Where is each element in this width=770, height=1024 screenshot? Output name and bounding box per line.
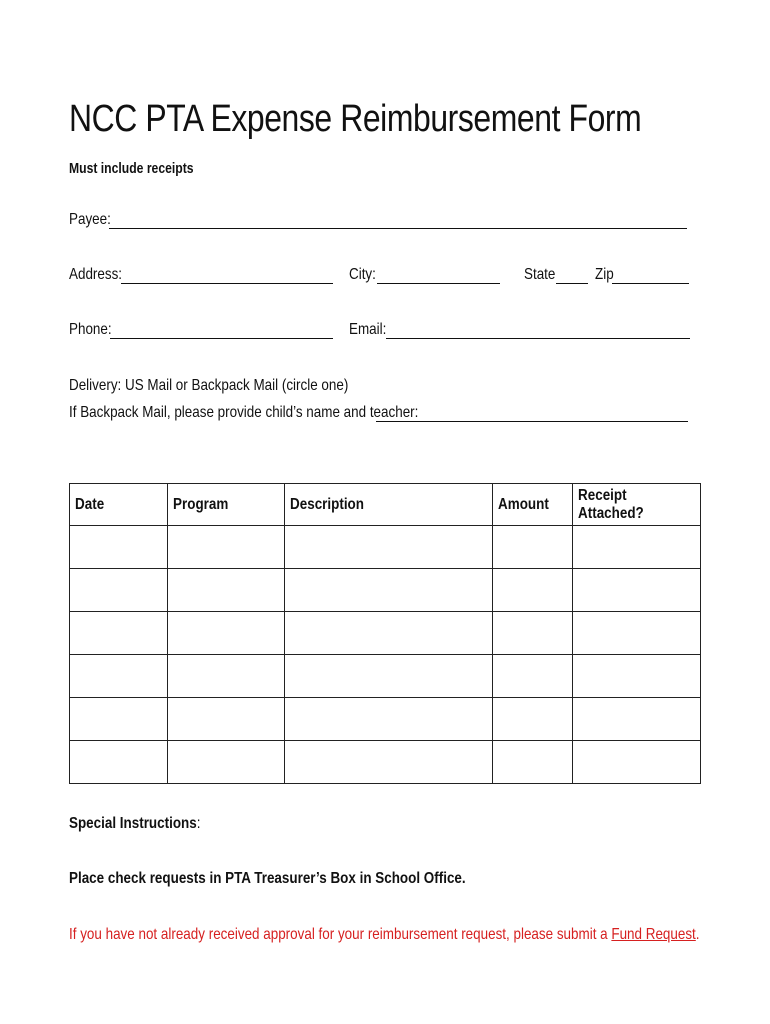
- state-label: State: [524, 266, 556, 283]
- table-cell[interactable]: [573, 526, 701, 569]
- column-header-date: Date: [70, 484, 168, 526]
- table-cell[interactable]: [493, 612, 573, 655]
- city-field[interactable]: [377, 263, 500, 285]
- table-cell[interactable]: [493, 526, 573, 569]
- approval-note-text: If you have not already received approval for your reimbursement request, please submit a: [69, 926, 612, 943]
- table-cell[interactable]: [493, 569, 573, 612]
- column-header-amount: Amount: [493, 484, 573, 526]
- table-cell[interactable]: [573, 612, 701, 655]
- table-cell[interactable]: [493, 741, 573, 784]
- payee-field[interactable]: [109, 208, 687, 230]
- table-cell[interactable]: [70, 698, 168, 741]
- column-header-program: Program: [168, 484, 285, 526]
- column-header-description: Description: [285, 484, 493, 526]
- table-row: [70, 655, 701, 698]
- table-cell[interactable]: [70, 569, 168, 612]
- table-cell[interactable]: [168, 612, 285, 655]
- email-label: Email:: [349, 321, 387, 338]
- table-cell[interactable]: [573, 655, 701, 698]
- payee-label: Payee:: [69, 211, 111, 228]
- receipts-note: Must include receipts: [69, 161, 194, 177]
- table-cell[interactable]: [168, 526, 285, 569]
- address-field[interactable]: [121, 263, 333, 285]
- table-cell[interactable]: [168, 569, 285, 612]
- address-label: Address:: [69, 266, 123, 283]
- table-row: [70, 612, 701, 655]
- table-cell[interactable]: [70, 526, 168, 569]
- special-instructions: [69, 815, 200, 833]
- table-cell[interactable]: [285, 741, 493, 784]
- table-row: [70, 741, 701, 784]
- child-teacher-field[interactable]: [376, 401, 688, 423]
- table-cell[interactable]: [493, 655, 573, 698]
- special-instructions-label: Special Instructions: [69, 815, 197, 832]
- table-row: [70, 569, 701, 612]
- table-cell[interactable]: [573, 569, 701, 612]
- table-cell[interactable]: [493, 698, 573, 741]
- table-cell[interactable]: [285, 655, 493, 698]
- table-cell[interactable]: [168, 741, 285, 784]
- table-cell[interactable]: [70, 612, 168, 655]
- approval-note: [69, 926, 700, 944]
- expense-table: [69, 483, 701, 784]
- table-cell[interactable]: [70, 741, 168, 784]
- check-request-note: Place check requests in PTA Treasurer’s Box in School Office.: [69, 870, 466, 887]
- table-cell[interactable]: [573, 741, 701, 784]
- table-header-row: [70, 484, 701, 526]
- page-title: NCC PTA Expense Reimbursement Form: [69, 98, 642, 140]
- column-header-receipt-attached: Receipt Attached?: [573, 484, 701, 526]
- table-cell[interactable]: [285, 698, 493, 741]
- table-cell[interactable]: [168, 655, 285, 698]
- table-cell[interactable]: [285, 526, 493, 569]
- table-row: [70, 698, 701, 741]
- city-label: City:: [349, 266, 376, 283]
- table-cell[interactable]: [168, 698, 285, 741]
- state-field[interactable]: [556, 263, 588, 285]
- table-cell[interactable]: [70, 655, 168, 698]
- backpack-instructions: If Backpack Mail, please provide child’s name and teacher:: [69, 404, 419, 421]
- delivery-options: Delivery: US Mail or Backpack Mail (circle one): [69, 377, 349, 394]
- table-cell[interactable]: [285, 612, 493, 655]
- phone-field[interactable]: [110, 318, 333, 340]
- zip-label: Zip: [595, 266, 614, 283]
- fund-request-link[interactable]: Fund Request: [611, 926, 696, 943]
- table-cell[interactable]: [285, 569, 493, 612]
- table-cell[interactable]: [573, 698, 701, 741]
- special-instructions-colon: :: [196, 815, 201, 832]
- email-field[interactable]: [386, 318, 690, 340]
- phone-label: Phone:: [69, 321, 112, 338]
- table-row: [70, 526, 701, 569]
- zip-field[interactable]: [612, 263, 689, 285]
- approval-note-end: .: [695, 926, 700, 943]
